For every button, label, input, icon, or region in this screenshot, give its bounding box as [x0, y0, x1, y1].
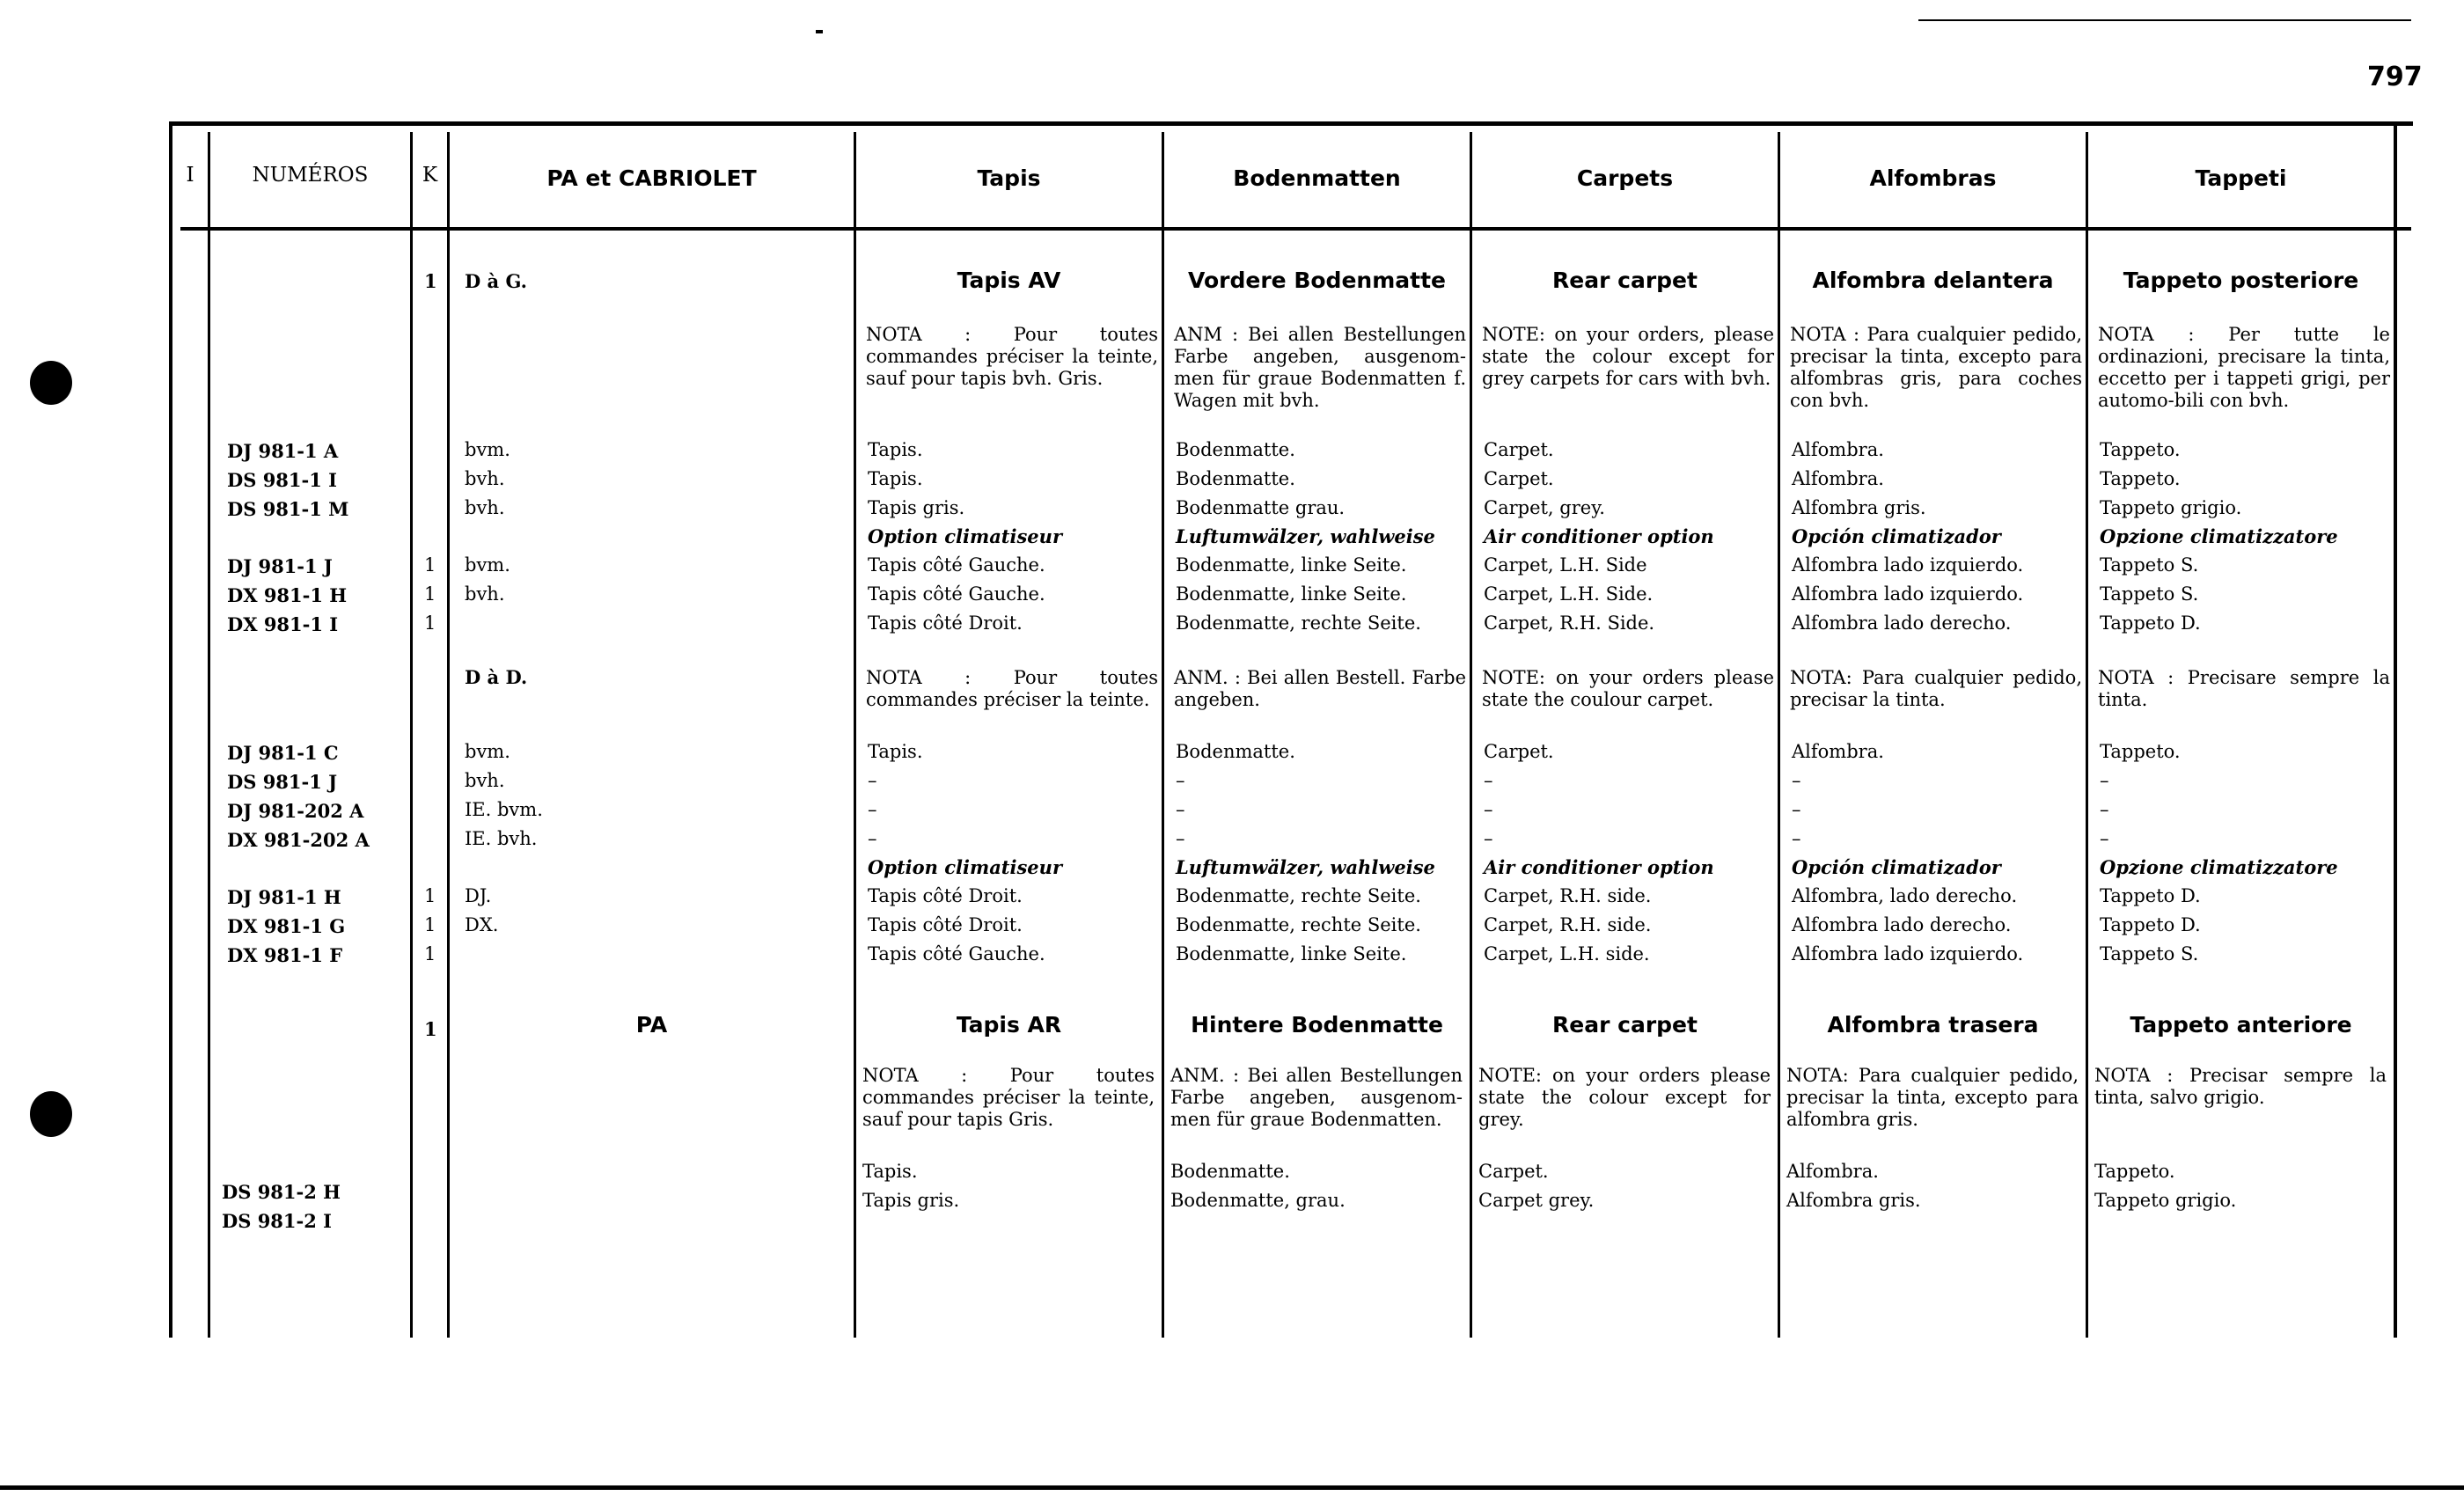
col-divider-carpets: [1778, 132, 1780, 1338]
section-k: 1: [424, 270, 437, 292]
cell-es: Alfombra lado izquierdo.: [1792, 554, 2024, 576]
cell-de: Bodenmatte, linke Seite.: [1176, 554, 1407, 576]
model-variant: DX.: [465, 914, 499, 935]
option-label: Option climatiseur: [868, 525, 1063, 547]
header-col-carpets: Carpets: [1576, 165, 1674, 191]
cell-de: Bodenmatte grau.: [1176, 497, 1346, 518]
section-title: Rear carpet: [1552, 268, 1698, 293]
cell-fr: Tapis.: [862, 1161, 918, 1182]
part-number: DJ 981-1 A: [227, 440, 339, 462]
cell-de: Bodenmatte, rechte Seite.: [1176, 914, 1421, 935]
section-k: 1: [424, 1018, 437, 1040]
part-number: DJ 981-1 H: [227, 886, 341, 908]
model-variant: DJ.: [465, 885, 492, 906]
note-text: NOTE: on your orders, please state the colour except for grey carpets for cars with bvh.: [1482, 324, 1774, 389]
cell-en: –: [1484, 828, 1493, 849]
cell-fr: Tapis gris.: [868, 497, 965, 518]
section-model: PA: [635, 1012, 668, 1038]
cell-es: –: [1792, 770, 1801, 791]
cell-de: Bodenmatte.: [1176, 741, 1295, 762]
section-title: Alfombra delantera: [1812, 268, 2054, 293]
col-divider-k: [447, 132, 450, 1338]
cell-de: Bodenmatte, rechte Seite.: [1176, 885, 1421, 906]
cell-fr: Tapis côté Droit.: [868, 914, 1023, 935]
cell-fr: Tapis.: [868, 468, 923, 489]
col-divider-model: [854, 132, 856, 1338]
cell-fr: Tapis côté Gauche.: [868, 554, 1045, 576]
note-text: NOTE: on your orders please state the colour except for grey.: [1478, 1065, 1771, 1130]
option-label: Air conditioner option: [1484, 856, 1714, 878]
model-variant: bvh.: [465, 770, 505, 791]
option-label: Luftumwälzer, wahlweise: [1176, 525, 1435, 547]
cell-en: Carpet, L.H. Side: [1484, 554, 1647, 576]
col-divider-i: [208, 132, 210, 1338]
section-title: Hintere Bodenmatte: [1191, 1012, 1443, 1038]
cell-it: Tappeto.: [2094, 1161, 2175, 1182]
section-model: D à D.: [465, 666, 528, 688]
cell-en: Carpet, R.H. side.: [1484, 914, 1652, 935]
cell-it: –: [2100, 828, 2109, 849]
cell-es: Alfombra gris.: [1792, 497, 1926, 518]
cell-fr: –: [868, 828, 877, 849]
model-variant: bvm.: [465, 741, 510, 762]
cell-it: Tappeto D.: [2100, 612, 2201, 634]
section-title: Alfombra trasera: [1827, 1012, 2039, 1038]
cell-it: Tappeto.: [2100, 468, 2181, 489]
cell-en: Carpet, grey.: [1484, 497, 1605, 518]
cell-fr: Tapis gris.: [862, 1190, 960, 1211]
cell-de: Bodenmatte, grau.: [1170, 1190, 1346, 1211]
note-text: NOTA : Per tutte le ordinazioni, precisare la tinta, eccetto per i tappeti grigi, per automo-bili con bvh.: [2098, 324, 2390, 411]
option-label: Opzione climatizzatore: [2100, 525, 2338, 547]
note-text: ANM. : Bei allen Bestellungen Farbe angeben, ausgenom-men für graue Bodenmatten.: [1170, 1065, 1463, 1130]
part-number: DS 981-1 I: [227, 469, 337, 491]
cell-it: Tappeto S.: [2100, 583, 2199, 605]
model-variant: bvh.: [465, 583, 505, 605]
col-divider-tapis: [1162, 132, 1164, 1338]
note-text: NOTA : Precisar sempre la tinta, salvo grigio.: [2094, 1065, 2387, 1108]
section-title: Tapis AR: [956, 1012, 1062, 1038]
cell-fr: Tapis côté Gauche.: [868, 943, 1045, 964]
quantity: 1: [424, 943, 436, 964]
cell-en: Carpet.: [1478, 1161, 1549, 1182]
table-top-border: [169, 121, 2413, 126]
cell-it: –: [2100, 770, 2109, 791]
note-text: NOTA : Precisare sempre la tinta.: [2098, 667, 2390, 710]
cell-it: Tappeto D.: [2100, 885, 2201, 906]
cell-it: Tappeto.: [2100, 741, 2181, 762]
cell-es: Alfombra.: [1792, 468, 1884, 489]
part-number: DX 981-1 H: [227, 584, 348, 606]
header-col-alfombras: Alfombras: [1869, 165, 1997, 191]
section-title: Vordere Bodenmatte: [1188, 268, 1446, 293]
section-title: Tapis AV: [957, 268, 1061, 293]
option-label: Opción climatizador: [1792, 525, 2001, 547]
cell-it: –: [2100, 799, 2109, 820]
cell-it: Tappeto D.: [2100, 914, 2201, 935]
cell-de: Bodenmatte, rechte Seite.: [1176, 612, 1421, 634]
option-label: Air conditioner option: [1484, 525, 1714, 547]
cell-es: Alfombra.: [1786, 1161, 1879, 1182]
cell-de: Bodenmatte, linke Seite.: [1176, 583, 1407, 605]
header-col-i: I: [186, 164, 194, 187]
cell-de: Bodenmatte.: [1176, 439, 1295, 460]
part-number: DX 981-1 F: [227, 944, 343, 966]
binder-hole-bottom: [30, 1091, 72, 1137]
cell-es: Alfombra.: [1792, 741, 1884, 762]
quantity: 1: [424, 885, 436, 906]
part-number: DS 981-2 I: [222, 1210, 332, 1232]
cell-en: Carpet.: [1484, 741, 1554, 762]
cell-it: Tappeto grigio.: [2100, 497, 2242, 518]
note-text: NOTA: Para cualquier pedido, precisar la tinta, excepto para alfombra gris.: [1786, 1065, 2079, 1130]
quantity: 1: [424, 914, 436, 935]
cell-fr: Tapis côté Gauche.: [868, 583, 1045, 605]
cell-en: Carpet grey.: [1478, 1190, 1595, 1211]
top-right-rule: [1918, 19, 2411, 21]
option-label: Luftumwälzer, wahlweise: [1176, 856, 1435, 878]
cell-de: Bodenmatte, linke Seite.: [1176, 943, 1407, 964]
model-variant: bvh.: [465, 497, 505, 518]
header-col-tapis: Tapis: [977, 165, 1041, 191]
part-number: DX 981-202 A: [227, 829, 370, 851]
cell-en: Carpet.: [1484, 439, 1554, 460]
cell-fr: Tapis.: [868, 439, 923, 460]
cell-es: –: [1792, 828, 1801, 849]
bottom-rule: [0, 1485, 2464, 1490]
cell-en: Carpet, R.H. side.: [1484, 885, 1652, 906]
part-number: DJ 981-1 C: [227, 742, 339, 764]
cell-es: Alfombra gris.: [1786, 1190, 1921, 1211]
ink-speck: [816, 30, 823, 33]
header-col-bodenmatten: Bodenmatten: [1233, 165, 1401, 191]
header-col-tappeti: Tappeti: [2195, 165, 2287, 191]
part-number: DS 981-1 M: [227, 498, 349, 520]
model-variant: IE. bvm.: [465, 799, 543, 820]
cell-de: –: [1176, 828, 1185, 849]
note-text: NOTA: Para cualquier pedido, precisar la tinta.: [1790, 667, 2082, 710]
cell-es: Alfombra lado derecho.: [1792, 914, 2012, 935]
option-label: Option climatiseur: [868, 856, 1063, 878]
model-variant: bvm.: [465, 439, 510, 460]
cell-en: –: [1484, 799, 1493, 820]
header-col-k: K: [422, 164, 438, 187]
page-number: 797: [2367, 62, 2423, 92]
note-text: NOTA : Pour toutes commandes préciser la teinte.: [866, 667, 1158, 710]
section-title: Tappeto posteriore: [2123, 268, 2359, 293]
cell-en: Carpet.: [1484, 468, 1554, 489]
note-text: ANM. : Bei allen Bestell. Farbe angeben.: [1174, 667, 1466, 710]
cell-es: –: [1792, 799, 1801, 820]
part-number: DS 981-1 J: [227, 771, 338, 793]
cell-fr: –: [868, 799, 877, 820]
cell-en: Carpet, L.H. Side.: [1484, 583, 1654, 605]
cell-it: Tappeto.: [2100, 439, 2181, 460]
model-variant: bvm.: [465, 554, 510, 576]
cell-it: Tappeto S.: [2100, 554, 2199, 576]
note-text: ANM : Bei allen Bestellungen Farbe angeben, ausgenom-men für graue Bodenmatten f. Wagen mit bvh.: [1174, 324, 1466, 411]
cell-it: Tappeto S.: [2100, 943, 2199, 964]
section-title: Rear carpet: [1552, 1012, 1698, 1038]
model-variant: IE. bvh.: [465, 828, 538, 849]
table-right-border: [2394, 121, 2397, 1338]
header-col-model: PA et CABRIOLET: [546, 165, 757, 191]
note-text: NOTA : Pour toutes commandes préciser la teinte, sauf pour tapis Gris.: [862, 1065, 1155, 1130]
section-model: D à G.: [465, 270, 527, 292]
cell-fr: Tapis côté Droit.: [868, 612, 1023, 634]
cell-de: Bodenmatte.: [1170, 1161, 1290, 1182]
part-number: DX 981-1 G: [227, 915, 346, 937]
quantity: 1: [424, 612, 436, 634]
part-number: DX 981-1 I: [227, 613, 339, 635]
cell-es: Alfombra lado izquierdo.: [1792, 583, 2024, 605]
cell-fr: –: [868, 770, 877, 791]
header-bottom-border: [180, 227, 2411, 231]
cell-de: –: [1176, 770, 1185, 791]
quantity: 1: [424, 554, 436, 576]
cell-es: Alfombra.: [1792, 439, 1884, 460]
col-divider-numeros: [410, 132, 413, 1338]
cell-es: Alfombra lado izquierdo.: [1792, 943, 2024, 964]
cell-fr: Tapis.: [868, 741, 923, 762]
note-text: NOTA : Pour toutes commandes préciser la teinte, sauf pour tapis bvh. Gris.: [866, 324, 1158, 389]
cell-fr: Tapis côté Droit.: [868, 885, 1023, 906]
cell-en: Carpet, L.H. side.: [1484, 943, 1650, 964]
note-text: NOTE: on your orders please state the coulour carpet.: [1482, 667, 1774, 710]
cell-de: Bodenmatte.: [1176, 468, 1295, 489]
note-text: NOTA : Para cualquier pedido, precisar la tinta, excepto para alfombras gris, para coches con bvh.: [1790, 324, 2082, 411]
col-divider-alfombras: [2086, 132, 2088, 1338]
col-divider-bodenmatten: [1470, 132, 1472, 1338]
cell-en: Carpet, R.H. Side.: [1484, 612, 1655, 634]
binder-hole-top: [30, 361, 72, 405]
cell-it: Tappeto grigio.: [2094, 1190, 2237, 1211]
part-number: DS 981-2 H: [222, 1181, 341, 1203]
cell-de: –: [1176, 799, 1185, 820]
table-left-border: [169, 121, 172, 1338]
option-label: Opción climatizador: [1792, 856, 2001, 878]
section-title: Tappeto anteriore: [2130, 1012, 2352, 1038]
header-col-numeros: NUMÉROS: [252, 164, 369, 187]
cell-es: Alfombra, lado derecho.: [1792, 885, 2018, 906]
option-label: Opzione climatizzatore: [2100, 856, 2338, 878]
quantity: 1: [424, 583, 436, 605]
part-number: DJ 981-202 A: [227, 800, 364, 822]
cell-en: –: [1484, 770, 1493, 791]
model-variant: bvh.: [465, 468, 505, 489]
cell-es: Alfombra lado derecho.: [1792, 612, 2012, 634]
part-number: DJ 981-1 J: [227, 555, 333, 577]
